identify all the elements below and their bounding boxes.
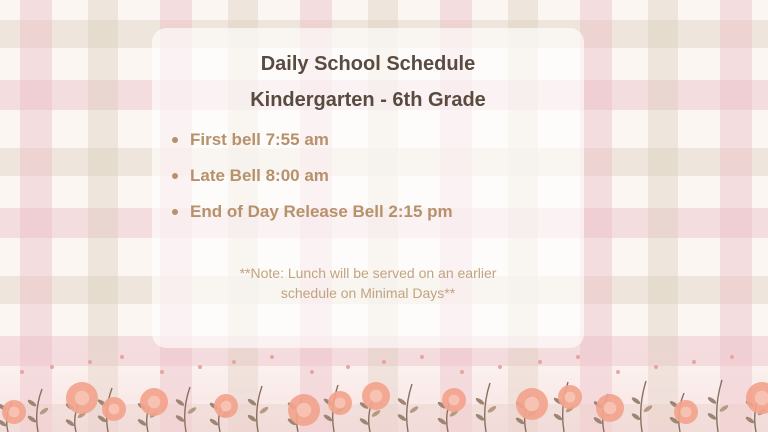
berry-dot-icon	[654, 365, 658, 369]
bullet-dot	[172, 137, 178, 143]
berry-dot-icon	[498, 365, 502, 369]
flower-center-icon	[148, 396, 161, 409]
berry-dot-icon	[420, 355, 424, 359]
floral-border	[0, 342, 768, 432]
flower-center-icon	[681, 407, 692, 418]
berry-dot-icon	[382, 360, 386, 364]
berry-dot-icon	[692, 360, 696, 364]
berry-dot-icon	[346, 365, 350, 369]
flower-center-icon	[297, 403, 311, 417]
flower-center-icon	[449, 395, 460, 406]
bell-schedule-list	[170, 128, 453, 236]
berry-dot-icon	[88, 360, 92, 364]
flower-center-icon	[221, 401, 232, 412]
flower-center-icon	[370, 390, 383, 403]
list-item-release-bell: End of Day Release Bell 2:15 pm	[170, 200, 453, 236]
bullet-dot	[172, 173, 178, 179]
berry-dot-icon	[460, 370, 464, 374]
schedule-title: Daily School Schedule	[260, 53, 476, 75]
berry-dot-icon	[616, 370, 620, 374]
flower-center-icon	[109, 404, 120, 415]
bullet-dot	[172, 209, 178, 215]
lunch-note-line-1: **Note: Lunch will be served on an earlier	[239, 265, 497, 281]
berry-dot-icon	[576, 355, 580, 359]
flower-center-icon	[565, 392, 576, 403]
berry-dot-icon	[310, 370, 314, 374]
berry-dot-icon	[50, 365, 54, 369]
berry-dot-icon	[160, 370, 164, 374]
berry-dot-icon	[270, 355, 274, 359]
list-item-late-bell: Late Bell 8:00 am	[170, 164, 453, 200]
flower-center-icon	[604, 402, 617, 415]
lunch-note-line-2: schedule on Minimal Days**	[280, 285, 456, 301]
berry-dot-icon	[120, 355, 124, 359]
flower-center-icon	[9, 407, 20, 418]
flower-center-icon	[75, 391, 89, 405]
berry-dot-icon	[198, 365, 202, 369]
list-item-first-bell: First bell 7:55 am	[170, 128, 453, 164]
berry-dot-icon	[20, 370, 24, 374]
berry-dot-icon	[730, 355, 734, 359]
flower-center-icon	[525, 397, 539, 411]
grade-range-title: Kindergarten - 6th Grade	[250, 89, 486, 111]
berry-dot-icon	[538, 360, 542, 364]
berry-dot-icon	[232, 360, 236, 364]
flower-center-icon	[335, 398, 346, 409]
